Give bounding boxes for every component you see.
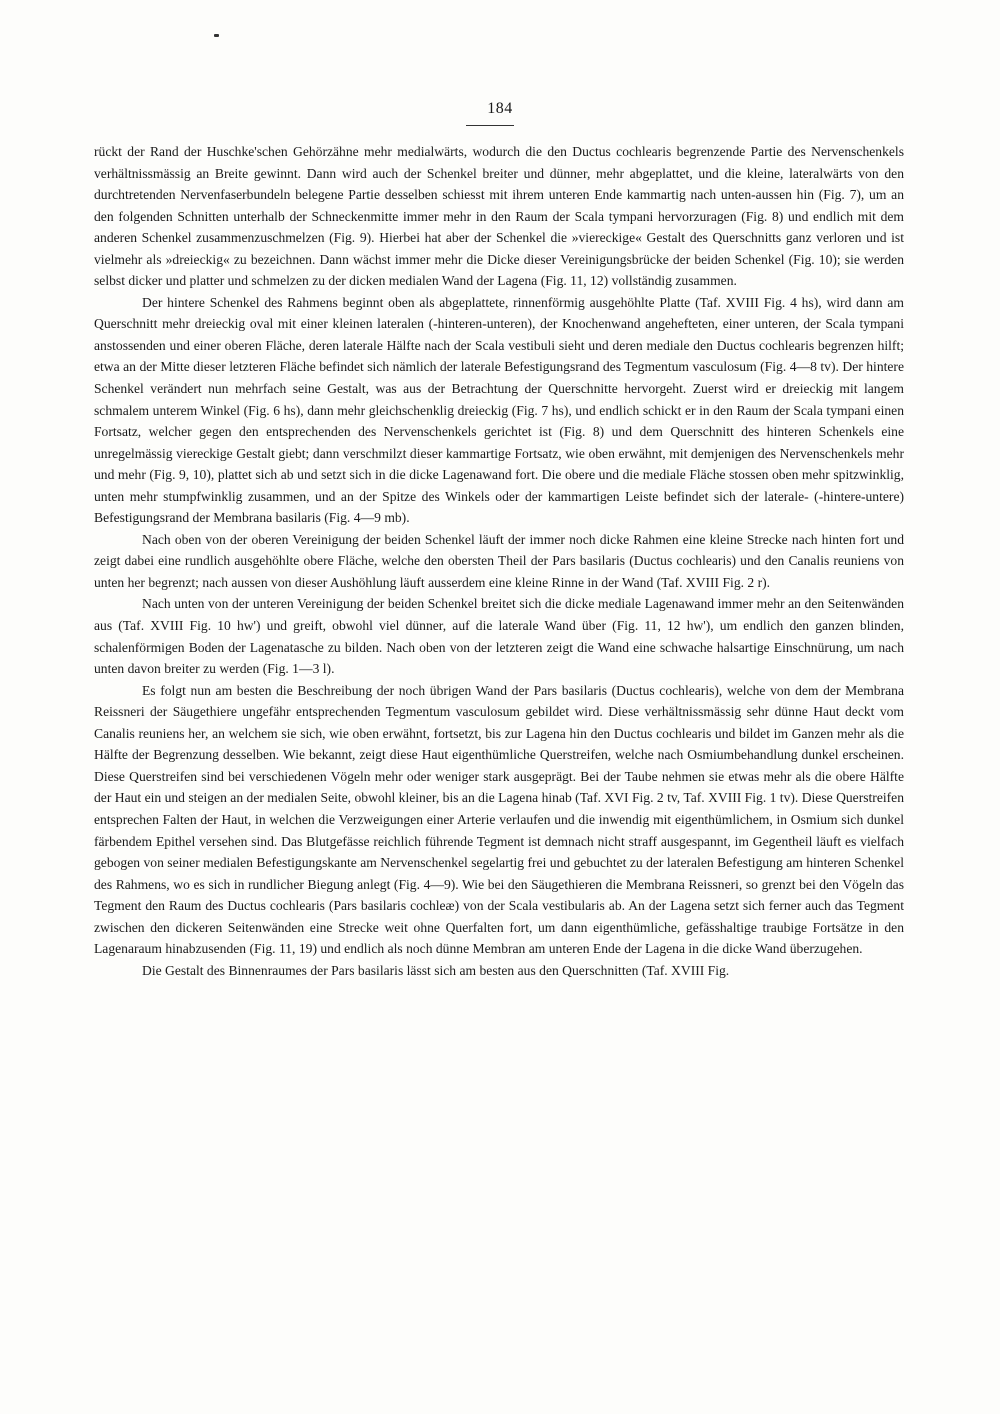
body-text: [94, 141, 904, 981]
paragraph: Es folgt nun am besten die Beschreibung der noch übrigen Wand der Pars basilaris (Ductus cochlearis), welche von dem der Membrana Reissneri der Säugethiere ungefähr entsprechenden Tegmentum vasculosum gebildet wird. Diese verhältnissmässig sehr dünne Haut deckt vom Canalis reuniens her, an welchem sie sich, wie oben erwähnt, fortsetzt, bis zur Lagena hin den Ductus cochlearis und bildet im Ganzen mehr als die Hälfte der Begrenzung desselben. Wie bekannt, zeigt diese Haut eigenthümliche Querstreifen, welche nach Osmiumbehandlung dunkel erscheinen. Diese Querstreifen sind bei verschiedenen Vögeln mehr oder weniger stark ausgeprägt. Bei der Taube nehmen sie etwas mehr als die obere Hälfte der Haut ein und steigen an der medialen Seite, obwohl kleiner, bis an die Lagena hinab (Taf. XVI Fig. 2 tv, Taf. XVIII Fig. 1 tv). Diese Querstreifen entsprechen Falten der Haut, in welchen die Verzweigungen einer Arterie verlaufen und die inwendig mit eigenthümlichem, in Osmium sich dunkel färbendem Epithel versehen sind. Das Blutgefässe reichlich führende Tegment ist demnach nicht straff ausgespannt, im Gegentheil läuft es vielfach gebogen von seiner medialen Befestigungskante am Nervenschenkel segelartig frei und gebuchtet zu der lateralen Befestigung am hinteren Schenkel des Rahmens, wo es sich in rundlicher Biegung anlegt (Fig. 4—9). Wie bei den Säugethieren die Membrana Reissneri, so grenzt bei den Vögeln das Tegment den Raum des Ductus cochlearis (Pars basilaris cochleæ) von der Scala vestibularis ab. An der Lagena setzt sich ferner auch das Tegment zwischen den dickeren Seitenwänden eine Strecke weit ohne Querfalten fort, um dann eigenthümliche, gefässhaltige traubige Fortsätze in den Lagenaraum hinabzusenden (Fig. 11, 19) und endlich als noch dünne Membran am unteren Ende der Lagena in die dicke Wand überzugehen.: [94, 682, 904, 957]
paragraph: Die Gestalt des Binnenraumes der Pars basilaris lässt sich am besten aus den Querschnitten (Taf. XVIII Fig.: [142, 962, 730, 978]
print-speck: [214, 34, 219, 37]
page-number-rule: [466, 125, 514, 126]
paragraph: Der hintere Schenkel des Rahmens beginnt oben als abgeplattete, rinnenförmig ausgehöhlte Platte (Taf. XVIII Fig. 4 hs), wird dann am Querschnitt mehr dreieckig oval mit einer kleinen lateralen (-hinteren-unteren), der Knochenwand angehefteten, einer unteren, der Scala tympani anstossenden und einer oberen Fläche, deren laterale Hälfte nach der Scala vestibuli sieht und deren mediale den Ductus cochlearis begrenzen hilft; etwa an der Mitte dieser letzteren Fläche befindet sich nämlich der laterale Befestigungsrand des Tegmentum vasculosum (Fig. 4—8 tv). Der hintere Schenkel verändert nun mehrfach seine Gestalt, was aus der Betrachtung der Querschnitte hervorgeht. Zuerst wird er dreieckig mit langem schmalem unterem Winkel (Fig. 6 hs), dann mehr gleichschenklig dreieckig (Fig. 7 hs), und endlich schickt er in den Raum der Scala tympani einen Fortsatz, welcher gegen den entsprechenden des Nervenschenkels gerichtet ist (Fig. 8) und dem Querschnitt des hinteren Schenkels eine unregelmässig viereckige Gestalt giebt; dann verschmilzt dieser kammartige Fortsatz, wie oben erwähnt, mit demjenigen des Nervenschenkels mehr und mehr (Fig. 9, 10), plattet sich ab und setzt sich in die dicke Lagenawand fort. Die obere und die mediale Fläche stossen oben mehr spitzwinklig, unten mehr stumpfwinklig zusammen, und an der Spitze des Winkels oder der kammartigen Leiste befindet sich der laterale- (-hintere-untere) Befestigungsrand der Membrana basilaris (Fig. 4—9 mb).: [94, 294, 904, 526]
paragraph: rückt der Rand der Huschke'schen Gehörzähne mehr medialwärts, wodurch die den Ductus cochlearis begrenzende Partie des Nervenschenkels verhältnissmässig an Breite gewinnt. Dann wird auch der Schenkel breiter und dünner, mehr abgeplattet, und die kleine, lateralwärts von den durchtretenden Nervenfaserbundeln belegene Partie desselben schiesst mit ihrem unteren Ende kammartig nach unten-aussen hin (Fig. 7), um an den folgenden Schnitten unterhalb der Schneckenmitte immer mehr in den Raum der Scala tympani hervorzuragen (Fig. 8) und endlich mit dem anderen Schenkel zusammenzuschmelzen (Fig. 9). Hierbei hat aber der Schenkel die »viereckige« Gestalt des Querschnitts ganz verloren und ist vielmehr als »dreieckig« zu bezeichnen. Dann wächst immer mehr die Dicke dieser Vereinigungsbrücke der beiden Schenkel (Fig. 10); sie werden selbst dicker und platter und schmelzen zu der dicken medialen Wand der Lagena (Fig. 11, 12) vollständig zusammen.: [94, 144, 904, 289]
paragraph: Nach oben von der oberen Vereinigung der beiden Schenkel läuft der immer noch dicke Rahmen eine kleine Strecke nach hinten fort und zeigt dabei eine rundlich ausgehöhlte obere Fläche, welche den obersten Theil der Pars basilaris (Ductus cochlearis) und den Canalis reuniens von unten her begrenzt; nach aussen von dieser Aushöhlung läuft ausserdem eine kleine Rinne in der Wand (Taf. XVIII Fig. 2 r).: [94, 531, 904, 590]
paragraph: Nach unten von der unteren Vereinigung der beiden Schenkel breitet sich die dicke mediale Lagenawand immer mehr an den Seitenwänden aus (Taf. XVIII Fig. 10 hw') und greift, obwohl viel dünner, auf die laterale Wand über (Fig. 11, 12 hw'), um endlich den ganzen blinden, schalenförmigen Boden der Lagenatasche zu bilden. Nach oben von der letzteren zeigt die Wand eine schwache halsartige Einschnürung, um nach unten davon breiter zu werden (Fig. 1—3 l).: [94, 596, 904, 677]
page-number: 184: [487, 100, 513, 117]
